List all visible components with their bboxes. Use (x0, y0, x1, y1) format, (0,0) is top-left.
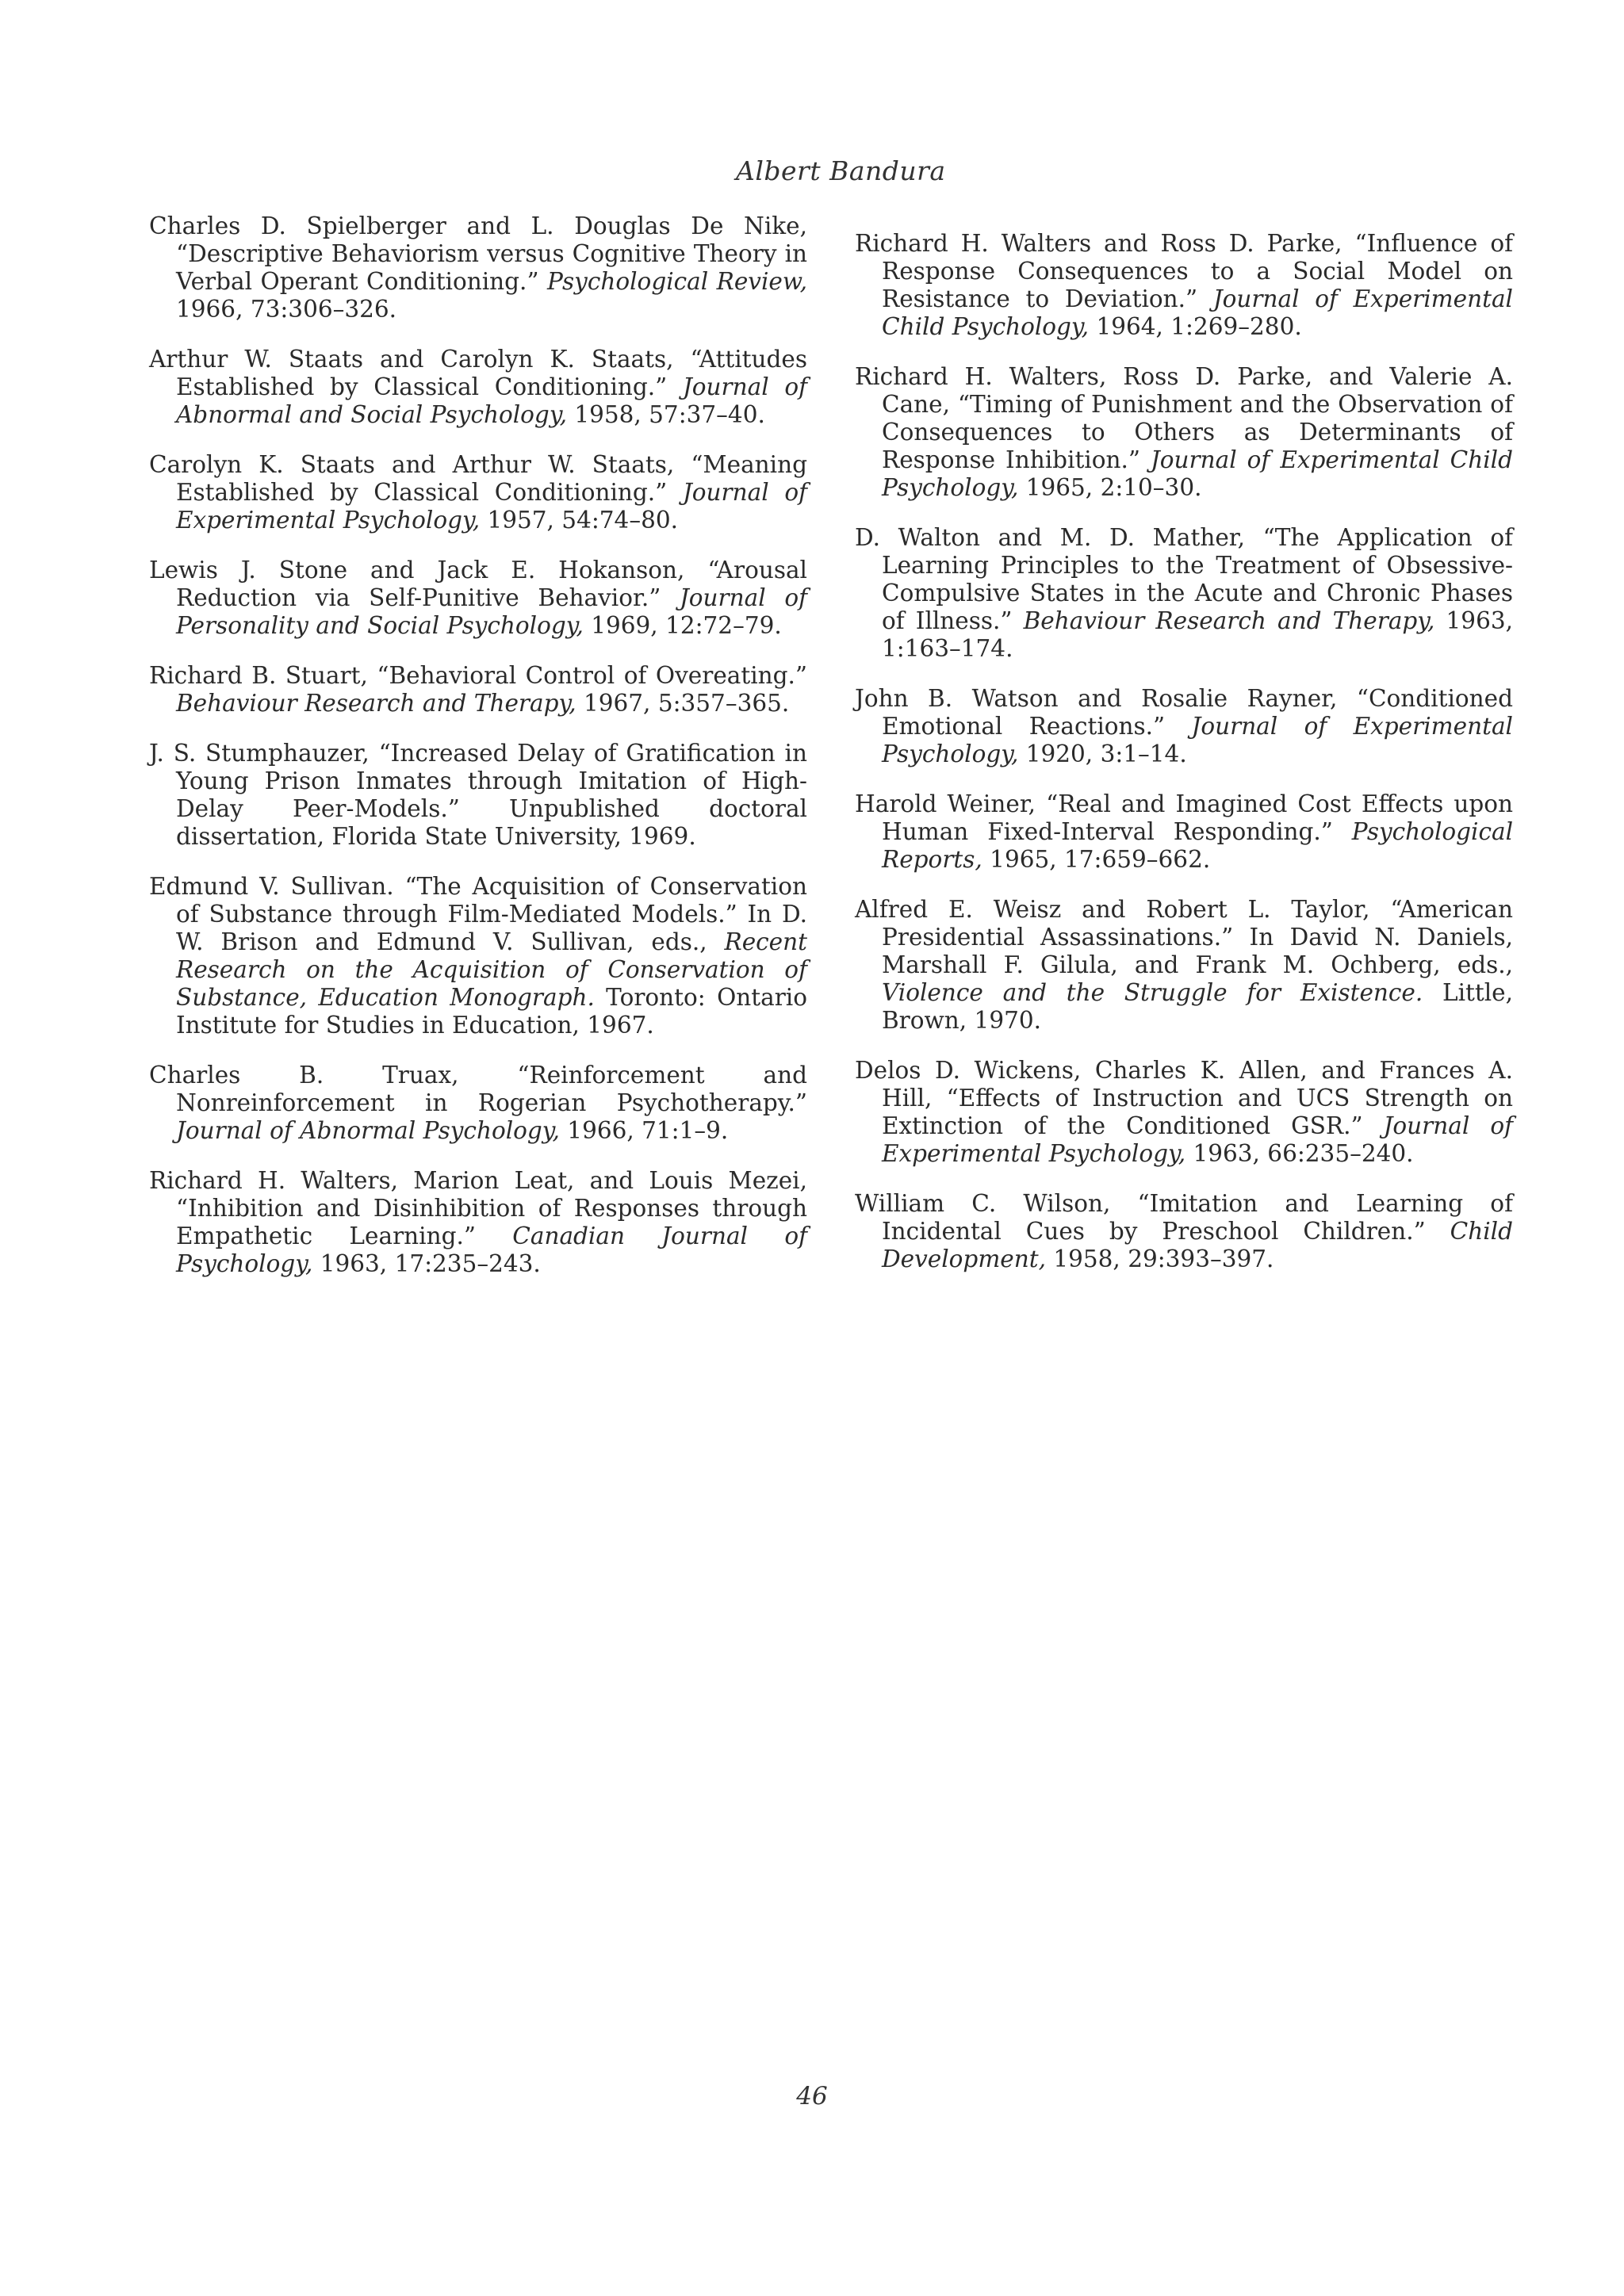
reference-entry (855, 790, 1513, 874)
reference-journal: Violence and the Struggle for Existence. (882, 979, 1423, 1006)
reference-citation: 1967, 5:357–365. (576, 690, 790, 717)
running-head: Albert Bandura (736, 155, 946, 186)
reference-text: Richard B. Stuart, “Behavioral Control of Overeating.” (149, 662, 807, 689)
reference-journal: Journal of Abnormal Psychology, (176, 1117, 560, 1144)
reference-entry (149, 451, 807, 534)
reference-text: Richard H. Walters, Marion Leat, and Louis Mezei, “Inhibition and Disinhibition of Responses through Empathetic Learning.” (149, 1167, 807, 1249)
reference-citation: Toronto: Ontario Institute for Studies in Education, 1967. (176, 984, 807, 1039)
reference-citation: 1965, 2:10–30. (1018, 474, 1202, 501)
reference-journal: Psychological Review, (546, 268, 807, 295)
reference-text: Carolyn K. Staats and Arthur W. Staats, “Meaning Established by Classical Conditioning.” (149, 451, 807, 506)
reference-entry (149, 740, 807, 851)
references-right-column (855, 230, 1513, 1295)
reference-entry (149, 557, 807, 640)
reference-text: John B. Watson and Rosalie Rayner, “Conditioned Emotional Reactions.” (855, 685, 1513, 740)
reference-text: Richard H. Walters and Ross D. Parke, “Influence of Response Consequences to a Social Model on Resistance to Deviation.” (855, 230, 1513, 312)
reference-text: Alfred E. Weisz and Robert L. Taylor, “American Presidential Assassinations.” In David N. Daniels, Marshall F. Gilula, and Frank M. Ochberg, eds., (855, 896, 1513, 978)
reference-journal: Journal of Experimental Child Psychology, (882, 446, 1514, 501)
reference-journal: Canadian Journal of Psychology, (176, 1223, 808, 1277)
reference-journal: Recent Research on the Acquisition of Conservation of Substance, Education Monograph. (176, 928, 807, 1011)
references-left-column (149, 212, 807, 1300)
reference-journal: Journal of Experimental Child Psychology, (882, 285, 1513, 340)
reference-entry (855, 1190, 1513, 1273)
reference-citation: 1964, 1:269–280. (1089, 313, 1302, 340)
reference-entry (855, 230, 1513, 341)
reference-entry (149, 1167, 807, 1278)
reference-entry (855, 685, 1513, 768)
reference-citation: 1966, 71:1–9. (559, 1117, 729, 1144)
reference-citation: Little, Brown, 1970. (882, 979, 1513, 1034)
reference-entry (149, 1062, 807, 1145)
reference-journal: Psychological Reports, (882, 818, 1513, 873)
reference-journal: Journal of Experimental Psychology, (176, 479, 807, 534)
reference-entry (149, 662, 807, 718)
reference-journal: Journal of Personality and Social Psychology, (176, 584, 808, 639)
reference-entry (855, 1057, 1513, 1168)
reference-citation: 1969, 12:72–79. (583, 612, 782, 639)
reference-citation: 1963, 17:235–243. (312, 1250, 541, 1277)
reference-journal: Behaviour Research and Therapy, (1023, 607, 1435, 634)
reference-entry (855, 524, 1513, 663)
reference-citation: 1966, 73:306–326. (176, 296, 397, 323)
reference-text: Arthur W. Staats and Carolyn K. Staats, “Attitudes Established by Classical Conditioning.” (149, 346, 807, 400)
reference-journal: Journal of Experimental Psychology, (882, 1112, 1513, 1167)
reference-citation: 1963, 1:163–174. (882, 607, 1513, 662)
reference-text: D. Walton and M. D. Mather, “The Application of Learning Principles to the Treatment of Obsessive-Compulsive States in the Acute and Chronic Phases of Illness.” (855, 524, 1513, 634)
reference-entry (855, 896, 1513, 1035)
reference-text: Richard H. Walters, Ross D. Parke, and Valerie A. Cane, “Timing of Punishment and the Observation of Consequences to Others as Determinants of Response Inhibition.” (855, 363, 1513, 473)
reference-journal: Behaviour Research and Therapy, (176, 690, 576, 717)
reference-entry (149, 346, 807, 429)
reference-citation: 1965, 17:659–662. (982, 846, 1211, 873)
reference-text: William C. Wilson, “Imitation and Learning of Incidental Cues by Preschool Children.” (855, 1190, 1513, 1245)
reference-citation: 1958, 29:393–397. (1045, 1246, 1274, 1272)
reference-text: Delos D. Wickens, Charles K. Allen, and Frances A. Hill, “Effects of Instruction and UCS Strength on Extinction of the Conditioned GSR.” (855, 1057, 1513, 1139)
reference-text: J. S. Stumphauzer, “Increased Delay of Gratification in Young Prison Inmates through Imitation of High-Delay Peer-Models.” Unpublished doctoral dissertation, Florida State University, 1969. (149, 740, 807, 850)
reference-citation: 1920, 3:1–14. (1018, 740, 1187, 767)
reference-entry (149, 212, 807, 323)
reference-text: Edmund V. Sullivan. “The Acquisition of Conservation of Substance through Film-Mediated Models.” In D. W. Brison and Edmund V. Sullivan, eds., (149, 873, 807, 955)
reference-text: Harold Weiner, “Real and Imagined Cost Effects upon Human Fixed-Interval Responding.” (855, 790, 1513, 845)
reference-journal: Child Development, (882, 1218, 1513, 1272)
reference-entry (855, 363, 1513, 502)
reference-entry (149, 873, 807, 1039)
reference-citation: 1957, 54:74–80. (480, 507, 678, 534)
reference-journal: Journal of Experimental Psychology, (882, 713, 1513, 767)
reference-journal: Journal of Abnormal and Social Psychology, (176, 373, 807, 428)
reference-citation: 1963, 66:235–240. (1185, 1140, 1414, 1167)
reference-text: Lewis J. Stone and Jack E. Hokanson, “Arousal Reduction via Self-Punitive Behavior.” (149, 557, 807, 611)
reference-text: Charles D. Spielberger and L. Douglas De Nike, “Descriptive Behaviorism versus Cognitive Theory in Verbal Operant Conditioning.” (149, 212, 807, 295)
page-number: 46 (796, 2082, 828, 2110)
reference-citation: 1958, 57:37–40. (566, 401, 765, 428)
reference-text: Charles B. Truax, “Reinforcement and Nonreinforcement in Rogerian Psychotherapy.” (149, 1062, 807, 1116)
